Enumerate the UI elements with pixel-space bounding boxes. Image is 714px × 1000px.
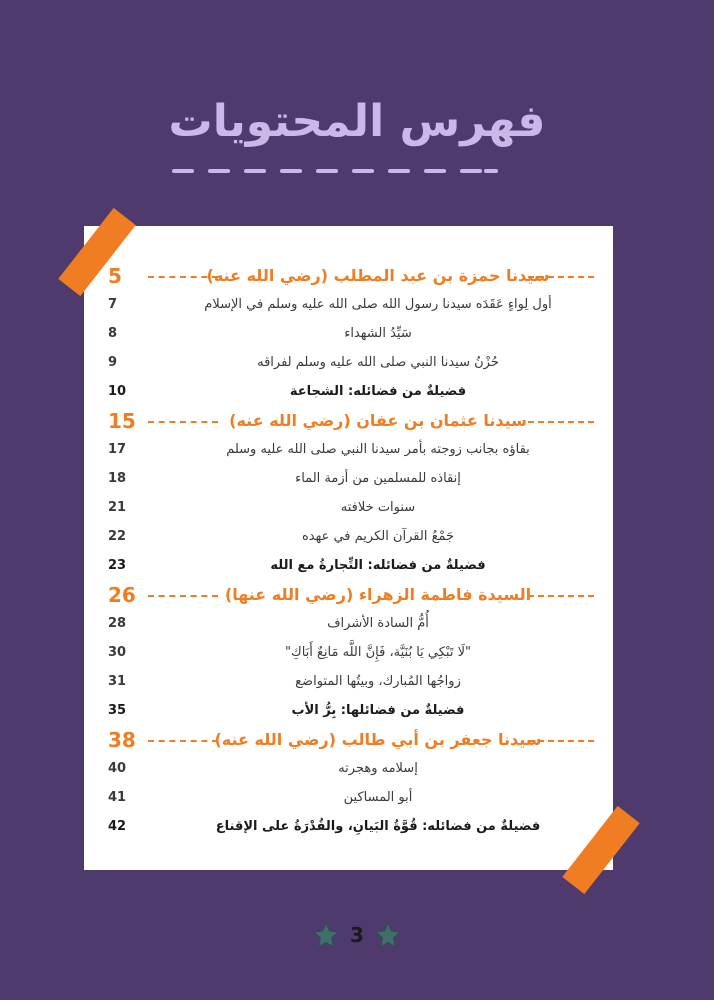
page-footer [0, 918, 714, 952]
toc-page-number: 21 [108, 500, 127, 515]
toc-page-number: 40 [108, 761, 127, 776]
section-dashes [528, 740, 594, 742]
toc-page-number: 18 [108, 471, 127, 486]
toc-section [100, 407, 600, 435]
title-underline [170, 166, 500, 176]
toc-title: جَمْعُ القرآن الكريم في عهده [301, 529, 455, 544]
toc-item [100, 784, 600, 812]
page-title: فهرس المحتويات [168, 96, 546, 147]
toc-item [100, 610, 600, 638]
section-dashes [148, 740, 218, 742]
toc-title: سيدنا جعفر بن أبي طالب (رضي الله عنه) [214, 730, 542, 749]
toc-page-number: 8 [108, 326, 118, 341]
toc-title: السيدة فاطمة الزهراء (رضي الله عنها) [224, 585, 532, 604]
toc-section [100, 726, 600, 754]
section-dashes [148, 276, 218, 278]
toc-item [100, 291, 600, 319]
section-dashes [528, 421, 594, 423]
toc-page-number: 30 [108, 645, 127, 660]
toc-title: فضيلةٌ من فضائلها: بِرُّ الأب [291, 703, 465, 718]
toc-page-number: 23 [108, 558, 127, 573]
toc-section [100, 262, 600, 290]
toc-item [100, 494, 600, 522]
section-dashes [528, 276, 594, 278]
toc-section [100, 581, 600, 609]
toc-title: إسلامه وهجرته [338, 761, 418, 776]
toc-virtue [100, 697, 600, 725]
toc-page-number: 42 [108, 819, 127, 834]
star-icon [312, 921, 340, 949]
toc-title: إنقاذه للمسلمين من أزمة الماء [295, 471, 461, 486]
toc-item [100, 349, 600, 377]
toc-item [100, 320, 600, 348]
toc-title: فضيلةٌ من فضائله: الشجاعة [289, 384, 467, 399]
toc-page-number: 22 [108, 529, 127, 544]
toc-title: سيدنا حمزة بن عبد المطلب (رضي الله عنه) [206, 266, 550, 285]
toc-page-number: 7 [108, 297, 118, 312]
toc-page-number: 5 [108, 264, 122, 288]
toc-virtue [100, 552, 600, 580]
toc-virtue [100, 378, 600, 406]
toc-item [100, 668, 600, 696]
toc-title: فضيلةٌ من فضائله: قُوَّةُ البَيانِ، والقُدْرَةُ على الإقناع [215, 819, 541, 834]
toc-page-number: 15 [108, 409, 136, 433]
toc-page-number: 35 [108, 703, 127, 718]
page-number: 3 [350, 923, 364, 947]
toc-title: سَيِّدُ الشهداء [344, 326, 412, 341]
toc-title: حُزْنُ سيدنا النبي صلى الله عليه وسلم لفراقه [257, 355, 499, 370]
toc-page-number: 38 [108, 728, 136, 752]
star-icon [374, 921, 402, 949]
toc-page-number: 17 [108, 442, 127, 457]
toc-title: أبو المساكين [343, 790, 413, 805]
toc-title: زواجُها المُبارك، وبيتُها المتواضع [295, 674, 461, 689]
toc-title: أول لِواءٍ عَقَدَه سيدنا رسول الله صلى الله عليه وسلم في الإسلام [204, 297, 552, 312]
toc-title: "لَا تَبْكِي يَا بُنَيَّة، فَإِنَّ اللَّه مَانِعٌ أَبَاكِ" [285, 645, 471, 660]
toc-page-number: 31 [108, 674, 127, 689]
toc-title: أُمُّ السادة الأشراف [327, 616, 429, 631]
toc-item [100, 465, 600, 493]
toc-page-number: 9 [108, 355, 118, 370]
toc-item [100, 755, 600, 783]
toc-item [100, 639, 600, 667]
toc-title: سيدنا عثمان بن عفان (رضي الله عنه) [229, 411, 527, 430]
section-dashes [148, 595, 218, 597]
toc-page-number: 10 [108, 384, 127, 399]
toc-title: بقاؤه بجانب زوجته بأمر سيدنا النبي صلى الله عليه وسلم [226, 442, 530, 457]
toc-virtue [100, 813, 600, 841]
toc-page-number: 26 [108, 583, 136, 607]
toc-page-number: 41 [108, 790, 127, 805]
toc-page-number: 28 [108, 616, 127, 631]
section-dashes [148, 421, 218, 423]
toc-item [100, 523, 600, 551]
toc-title: سنوات خلافته [340, 500, 416, 515]
toc-item [100, 436, 600, 464]
toc-title: فضيلةٌ من فضائله: التِّجارةُ مع الله [270, 558, 486, 573]
section-dashes [528, 595, 594, 597]
